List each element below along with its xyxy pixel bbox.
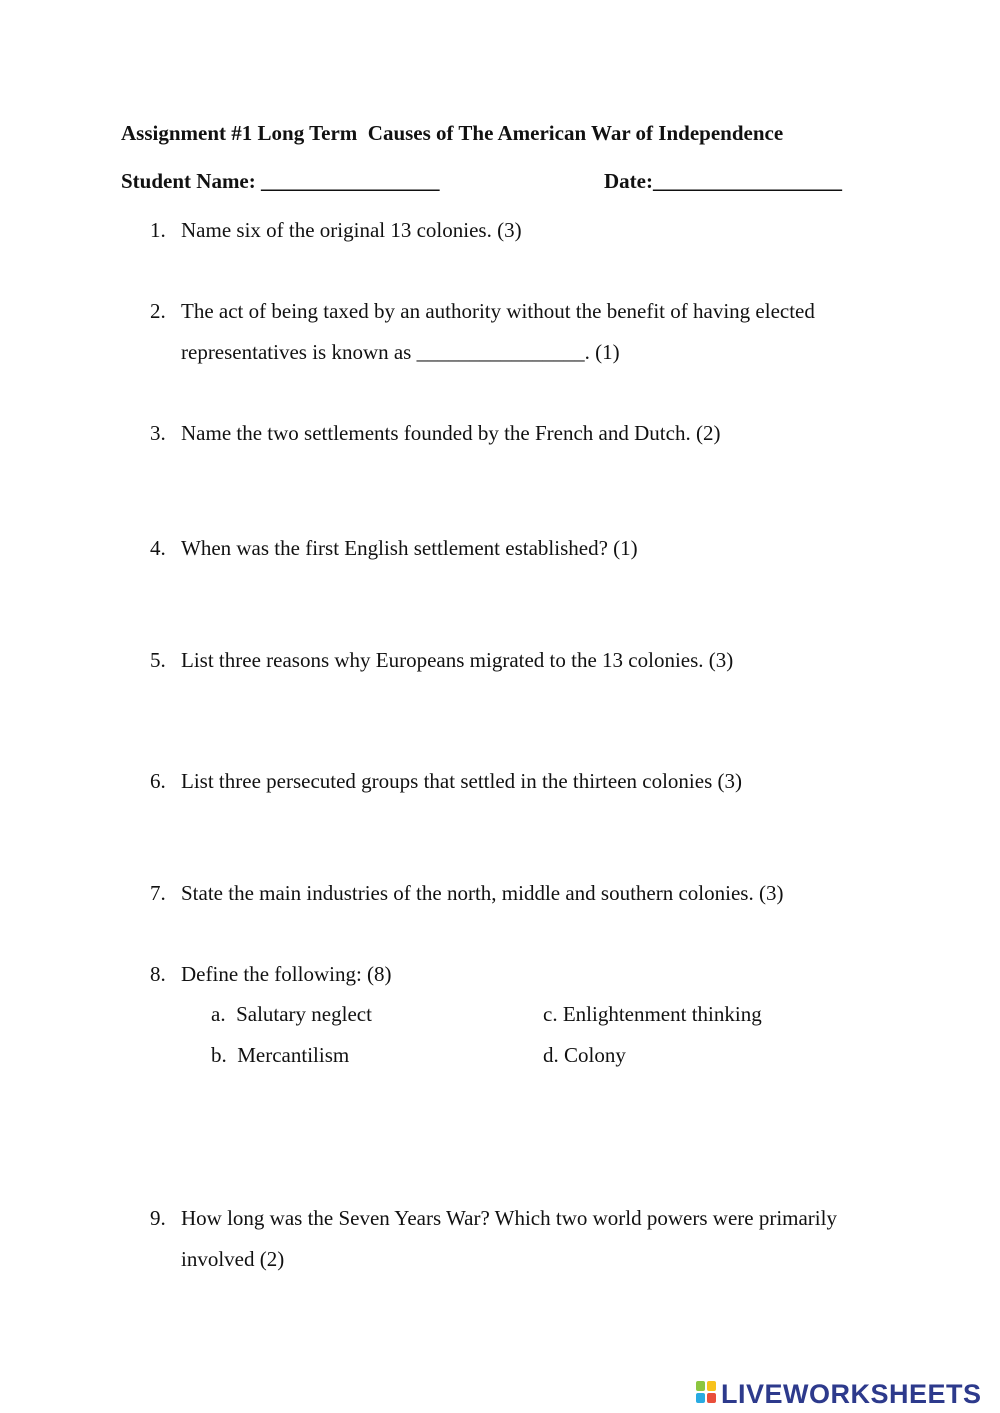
question-text: Define the following: (8) [181, 962, 392, 986]
question-9 [150, 1198, 850, 1280]
definition-item-a: a. Salutary neglect [211, 1002, 372, 1026]
question-6 [150, 761, 910, 802]
question-3 [150, 413, 910, 454]
question-8 [150, 954, 910, 995]
definition-item-d: d. Colony [543, 1043, 626, 1067]
question-number: 3. [150, 421, 166, 445]
date-field: Date:__________________ [604, 169, 842, 193]
question-1 [150, 210, 910, 251]
question-number: 4. [150, 536, 166, 560]
liveworksheets-logo[interactable] [696, 1378, 982, 1410]
question-number: 9. [150, 1206, 166, 1230]
definition-item-c: c. Enlightenment thinking [543, 1002, 762, 1026]
question-7 [150, 873, 910, 914]
question-text: Name the two settlements founded by the French and Dutch. (2) [181, 421, 721, 445]
question-5 [150, 640, 910, 681]
question-number: 8. [150, 962, 166, 986]
question-4 [150, 528, 910, 569]
question-text: Name six of the original 13 colonies. (3) [181, 218, 522, 242]
question-number: 6. [150, 769, 166, 793]
question-text: How long was the Seven Years War? Which two world powers were primarily involved (2) [181, 1206, 837, 1271]
question-2 [150, 291, 840, 373]
question-number: 2. [150, 299, 166, 323]
question-text: List three reasons why Europeans migrated to the 13 colonies. (3) [181, 648, 734, 672]
liveworksheets-brand-text: LIVEWORKSHEETS [721, 1378, 982, 1409]
worksheet-title: Assignment #1 Long Term Causes of The American War of Independence [121, 121, 784, 145]
question-number: 7. [150, 881, 166, 905]
question-number: 1. [150, 218, 166, 242]
question-number: 5. [150, 648, 166, 672]
question-text: List three persecuted groups that settled in the thirteen colonies (3) [181, 769, 742, 793]
question-text: The act of being taxed by an authority without the benefit of having elected representatives is known as ________________. (1) [181, 299, 815, 364]
question-text: When was the first English settlement established? (1) [181, 536, 638, 560]
question-text: State the main industries of the north, middle and southern colonies. (3) [181, 881, 784, 905]
liveworksheets-logo-icon [696, 1381, 718, 1407]
definition-item-b: b. Mercantilism [211, 1043, 350, 1067]
student-name-field: Student Name: _________________ [121, 169, 440, 193]
